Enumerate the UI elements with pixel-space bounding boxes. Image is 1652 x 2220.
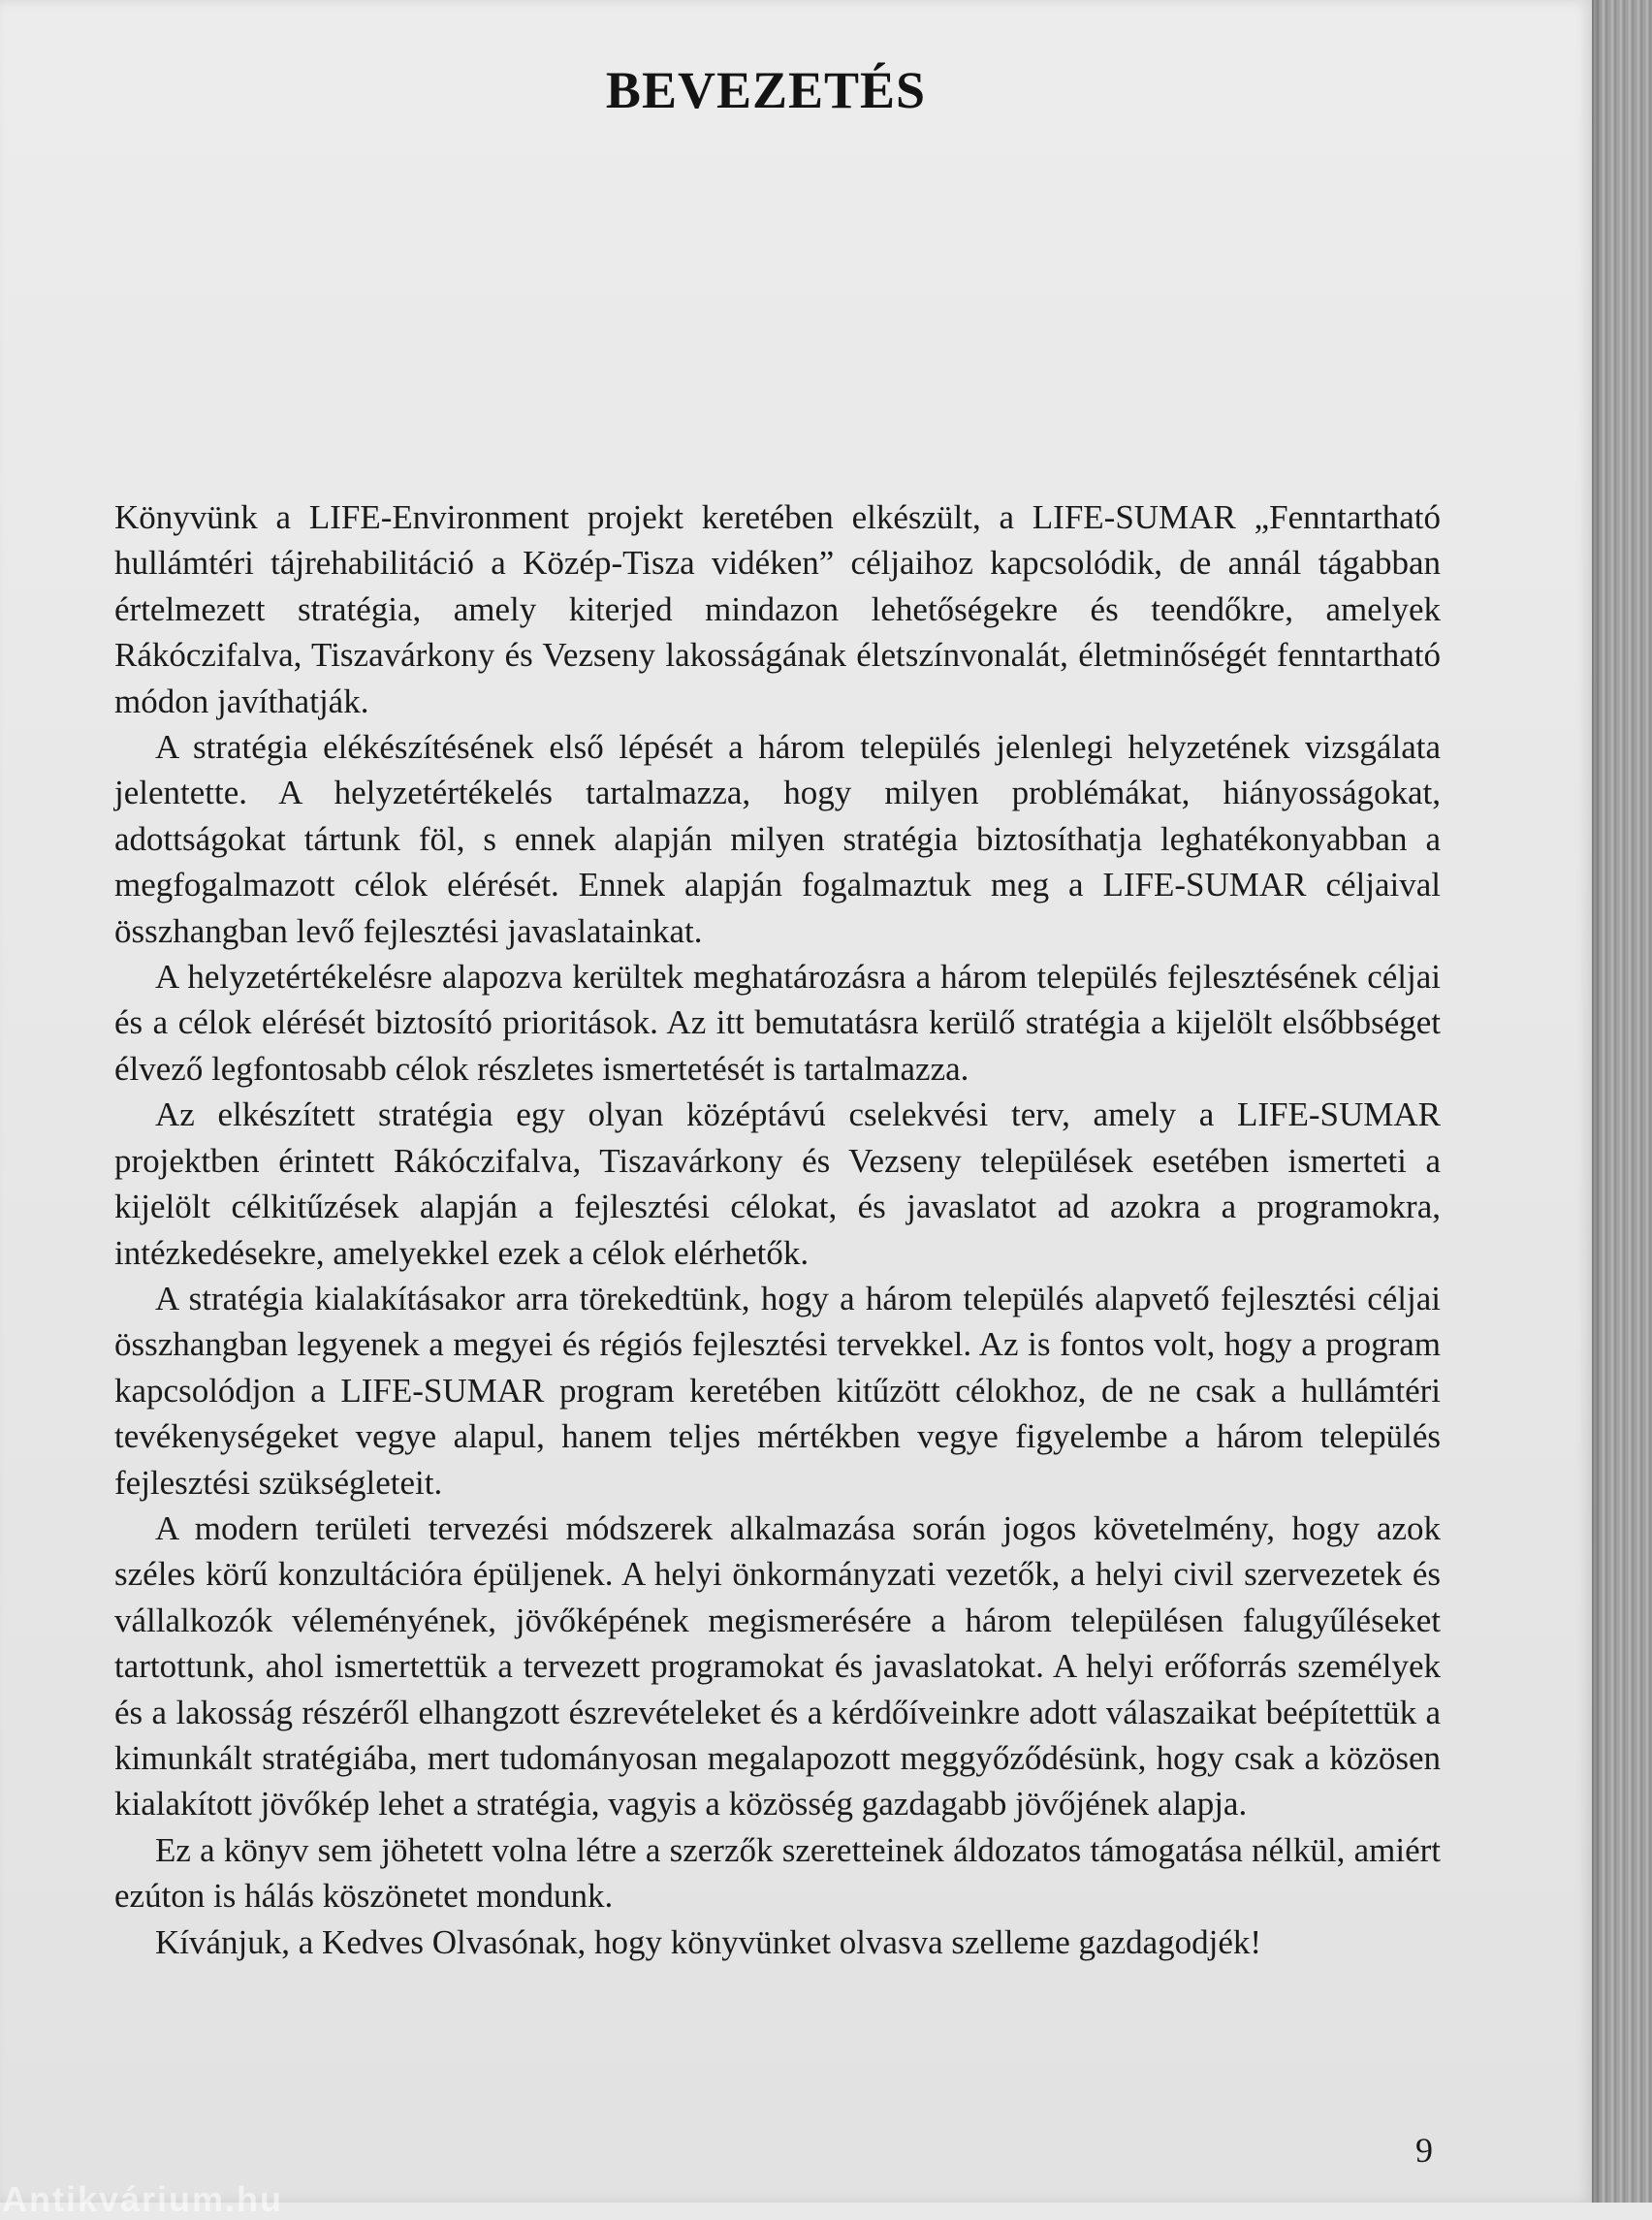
paragraph-7: Ez a könyv sem jöhetett volna létre a szerzők szeretteinek áldozatos támogatása nélkül, amiért ezúton is hálás köszönetet mondunk. [114,1830,1441,1916]
page-number: 9 [1415,2131,1433,2170]
paragraph-6: A modern területi tervezési módszerek alkalmazása során jogos követelmény, hogy azok széles körű konzultációra épüljenek. A helyi önkormányzati vezetők, a helyi civil szervezetek és vállalkozók véleményének, jövőképének megismerésére a három településen falugyűléseket tartottunk, ahol ismertettük a tervezett programokat és javaslatokat. A helyi erőforrás személyek és a lakosság részéről elhangzott észrevételeket és a kérdőíveinkre adott válaszaikat beépítettük a kimunkált stratégiába, mert tudományosan megalapozott meggyőződésünk, hogy csak a közösen kialakított jövőkép lehet a stratégia, vagyis a közösség gazdagabb jövőjének alapja. [114,1508,1441,1824]
watermark-text: Antikvárium.hu [2,2179,284,2219]
paragraph-4: Az elkészített stratégia egy olyan középtávú cselekvési terv, amely a LIFE-SUMAR projektben érintett Rákóczifalva, Tiszavárkony és Vezseny települések esetében ismerteti a kijelölt célkitűzések alapján a fejlesztési célokat, és javaslatot ad azokra a programokra, intézkedésekre, amelyekkel ezek a célok elérhetők. [114,1095,1441,1272]
paragraph-2: A stratégia elékészítésének első lépését a három település jelenlegi helyzetének vizsgálata jelentette. A helyzetértékelés tartalmazza, hogy milyen problémákat, hiányosságokat, adottságokat tártunk föl, s ennek alapján milyen stratégia biztosíthatja leghatékonyabban a megfogalmazott célok elérését. Ennek alapján fogalmaztuk meg a LIFE-SUMAR céljaival összhangban levő fejlesztési javaslatainkat. [114,728,1441,950]
paragraph-3: A helyzetértékelésre alapozva kerültek meghatározásra a három település fejlesztésének céljai és a célok elérését biztosító prioritások. Az itt bemutatásra kerülő stratégia a kijelölt elsőbbséget élvező legfontosabb célok részletes ismertetését is tartalmazza. [114,958,1441,1088]
paragraph-1: Könyvünk a LIFE-Environment projekt keretében elkészült, a LIFE-SUMAR „Fenntartható hullámtéri tájrehabilitáció a Közép-Tisza vidéken” céljaihoz kapcsolódik, de annál tágabban értelmezett stratégia, amely kiterjed mindazon lehetőségekre és teendőkre, amelyek Rákóczifalva, Tiszavárkony és Vezseny lakosságának életszínvonalát, életminőségét fenntartható módon javíthatják. [114,498,1441,720]
paragraph-8: Kívánjuk, a Kedves Olvasónak, hogy könyvünket olvasva szelleme gazdagodjék! [155,1922,1262,1961]
paragraph-5: A stratégia kialakításakor arra törekedtünk, hogy a három település alapvető fejlesztési céljai összhangban legyenek a megyei és régiós fejlesztési tervekkel. Az is fontos volt, hogy a program kapcsolódjon a LIFE-SUMAR program keretében kitűzött célokhoz, de ne csak a hullámtéri tevékenységeket vegye alapul, hanem teljes mértékben vegye figyelembe a három település fejlesztési szükségleteit. [114,1279,1441,1502]
body-text [114,494,1441,1965]
book-page-edge [1592,0,1652,2203]
page-title: BEVEZETÉS [605,61,927,119]
